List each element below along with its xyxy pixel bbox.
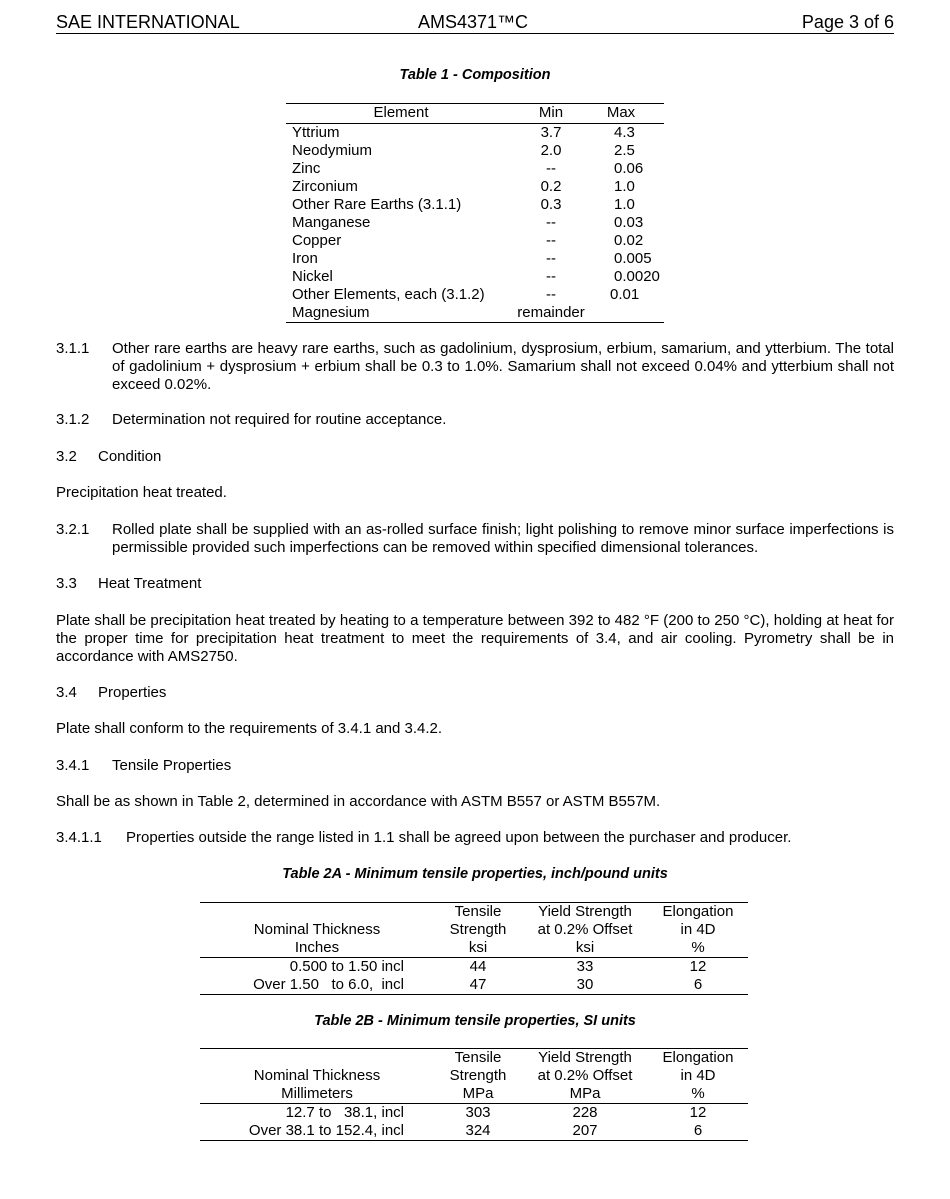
yield-value: 228 bbox=[572, 1104, 598, 1121]
section-number: 3.2 bbox=[56, 448, 77, 465]
column-header-min: Min bbox=[538, 104, 564, 121]
page-header bbox=[56, 12, 894, 34]
section-text: Determination not required for routine acceptance. bbox=[112, 411, 447, 428]
section-3-4-1-body: Shall be as shown in Table 2, determined in accordance with ASTM B557 or ASTM B557M. bbox=[56, 793, 661, 810]
max-value: 1.0 bbox=[614, 178, 635, 195]
section-text: Other rare earths are heavy rare earths, such as gadolinium, dysprosium, erbium, samarium, and ytterbium. The total of gadolinium + dysprosium + erbium shall be 0.3 to 1.0%. Samarium shall not exceed 0.04% and ytterbium shall not exceed 0.02%. bbox=[112, 340, 894, 393]
elongation-value: 12 bbox=[689, 958, 707, 975]
element-name: Copper bbox=[292, 232, 342, 249]
table-row bbox=[200, 1104, 748, 1122]
min-value: 0.2 bbox=[540, 178, 562, 195]
max-value: 0.03 bbox=[614, 214, 644, 231]
column-header-max: Max bbox=[606, 104, 636, 121]
section-text: Rolled plate shall be supplied with an as-rolled surface finish; light polishing to remove minor surface imperfections is permissible provided such imperfections can be removed within specified dimensional tolerances. bbox=[112, 521, 894, 556]
column-header-thickness: Nominal Thickness Inches bbox=[253, 921, 381, 956]
max-value: 0.01 bbox=[610, 286, 640, 303]
section-number: 3.4.1 bbox=[56, 757, 90, 774]
min-value: -- bbox=[546, 286, 556, 303]
section-title: Condition bbox=[98, 448, 162, 465]
thickness-value: Over 38.1 to 152.4, incl bbox=[248, 1122, 404, 1139]
max-value: 2.5 bbox=[614, 142, 635, 159]
organization-name: SAE INTERNATIONAL bbox=[56, 12, 240, 32]
column-header-elongation: Elongation in 4D % bbox=[662, 1049, 734, 1102]
table-row bbox=[286, 142, 664, 160]
elongation-value: 12 bbox=[689, 1104, 707, 1121]
table2a-caption: Table 2A - Minimum tensile properties, inch/pound units bbox=[282, 866, 668, 882]
section-3-4-body: Plate shall conform to the requirements of 3.4.1 and 3.4.2. bbox=[56, 720, 443, 737]
min-value: -- bbox=[546, 268, 556, 285]
max-value: 0.02 bbox=[614, 232, 644, 249]
section-3-4-1-1 bbox=[56, 829, 792, 846]
section-3-2-heading bbox=[56, 448, 162, 465]
table-row bbox=[286, 268, 664, 286]
yield-value: 207 bbox=[572, 1122, 598, 1139]
column-header-yield: Yield Strength at 0.2% Offset MPa bbox=[537, 1049, 633, 1102]
yield-value: 33 bbox=[576, 958, 594, 975]
table-row bbox=[286, 124, 664, 142]
table-row bbox=[200, 976, 748, 995]
thickness-value: Over 1.50 to 6.0, incl bbox=[253, 976, 404, 993]
table-row bbox=[286, 232, 664, 250]
table-row bbox=[286, 178, 664, 196]
element-name: Iron bbox=[292, 250, 318, 267]
section-3-4-1-heading bbox=[56, 757, 232, 774]
table-row bbox=[286, 160, 664, 178]
thickness-value: 12.7 to 38.1, incl bbox=[285, 1104, 404, 1121]
column-header-elongation: Elongation in 4D % bbox=[662, 903, 734, 956]
section-3-4-heading bbox=[56, 684, 167, 701]
table-row bbox=[200, 958, 748, 976]
element-name: Zinc bbox=[292, 160, 321, 177]
thickness-value: 0.500 to 1.50 incl bbox=[289, 958, 404, 975]
section-3-3-heading bbox=[56, 575, 202, 592]
section-number: 3.2.1 bbox=[56, 521, 90, 538]
tensile-value: 44 bbox=[469, 958, 487, 975]
element-name: Manganese bbox=[292, 214, 371, 231]
table-row bbox=[286, 286, 664, 304]
min-value: 2.0 bbox=[540, 142, 562, 159]
tensile-table-si bbox=[200, 1048, 748, 1141]
tensile-value: 303 bbox=[465, 1104, 491, 1121]
section-number: 3.1.1 bbox=[56, 340, 90, 357]
section-number: 3.4.1.1 bbox=[56, 829, 102, 846]
table-row bbox=[286, 196, 664, 214]
element-name: Magnesium bbox=[292, 304, 370, 321]
tensile-value: 47 bbox=[469, 976, 487, 993]
min-value: 3.7 bbox=[540, 124, 562, 141]
table2b-caption: Table 2B - Minimum tensile properties, SI units bbox=[314, 1013, 636, 1029]
column-header-element: Element bbox=[373, 104, 429, 121]
element-name: Nickel bbox=[292, 268, 333, 285]
page-number: Page 3 of 6 bbox=[801, 12, 894, 32]
table1-caption: Table 1 - Composition bbox=[399, 67, 551, 83]
section-number: 3.3 bbox=[56, 575, 77, 592]
tensile-value: 324 bbox=[465, 1122, 491, 1139]
max-value: 1.0 bbox=[614, 196, 635, 213]
elongation-value: 6 bbox=[693, 1122, 703, 1139]
section-text: Properties outside the range listed in 1.1 shall be agreed upon between the purchaser and producer. bbox=[126, 829, 792, 846]
element-name: Other Rare Earths (3.1.1) bbox=[292, 196, 462, 213]
column-header-thickness: Nominal Thickness Millimeters bbox=[253, 1067, 381, 1102]
max-value: 0.06 bbox=[614, 160, 644, 177]
min-value: -- bbox=[546, 250, 556, 267]
table-row bbox=[286, 304, 664, 323]
column-header-tensile: Tensile Strength ksi bbox=[449, 903, 507, 956]
section-number: 3.4 bbox=[56, 684, 77, 701]
section-title: Tensile Properties bbox=[112, 757, 232, 774]
column-header-yield: Yield Strength at 0.2% Offset ksi bbox=[537, 903, 633, 956]
table-header bbox=[286, 103, 664, 124]
section-title: Heat Treatment bbox=[98, 575, 202, 592]
min-value: 0.3 bbox=[540, 196, 562, 213]
max-value: 4.3 bbox=[614, 124, 635, 141]
column-header-tensile: Tensile Strength MPa bbox=[449, 1049, 507, 1102]
document-number: AMS4371™C bbox=[418, 12, 529, 32]
element-name: Zirconium bbox=[292, 178, 358, 195]
elongation-value: 6 bbox=[693, 976, 703, 993]
section-number: 3.1.2 bbox=[56, 411, 90, 428]
section-3-3-body: Plate shall be precipitation heat treated by heating to a temperature between 392 to 482 °F (200 to 250 °C), holding at heat for the proper time for precipitation heat treatment to meet the requirements of 3.4, and air cooling. Pyrometry shall be in accordance with AMS2750. bbox=[56, 612, 894, 665]
min-value: -- bbox=[546, 160, 556, 177]
table-header bbox=[200, 1048, 748, 1104]
min-value: -- bbox=[546, 214, 556, 231]
yield-value: 30 bbox=[576, 976, 594, 993]
table-row bbox=[200, 1122, 748, 1141]
max-value: 0.0020 bbox=[614, 268, 660, 285]
section-3-2-body: Precipitation heat treated. bbox=[56, 484, 227, 501]
composition-table bbox=[286, 103, 664, 323]
section-title: Properties bbox=[98, 684, 167, 701]
min-value: remainder bbox=[517, 304, 585, 321]
max-value: 0.005 bbox=[614, 250, 652, 267]
table-row bbox=[286, 214, 664, 232]
element-name: Other Elements, each (3.1.2) bbox=[292, 286, 485, 303]
tensile-table-inch bbox=[200, 902, 748, 995]
element-name: Neodymium bbox=[292, 142, 373, 159]
table-row bbox=[286, 250, 664, 268]
element-name: Yttrium bbox=[292, 124, 340, 141]
min-value: -- bbox=[546, 232, 556, 249]
table-header bbox=[200, 902, 748, 958]
